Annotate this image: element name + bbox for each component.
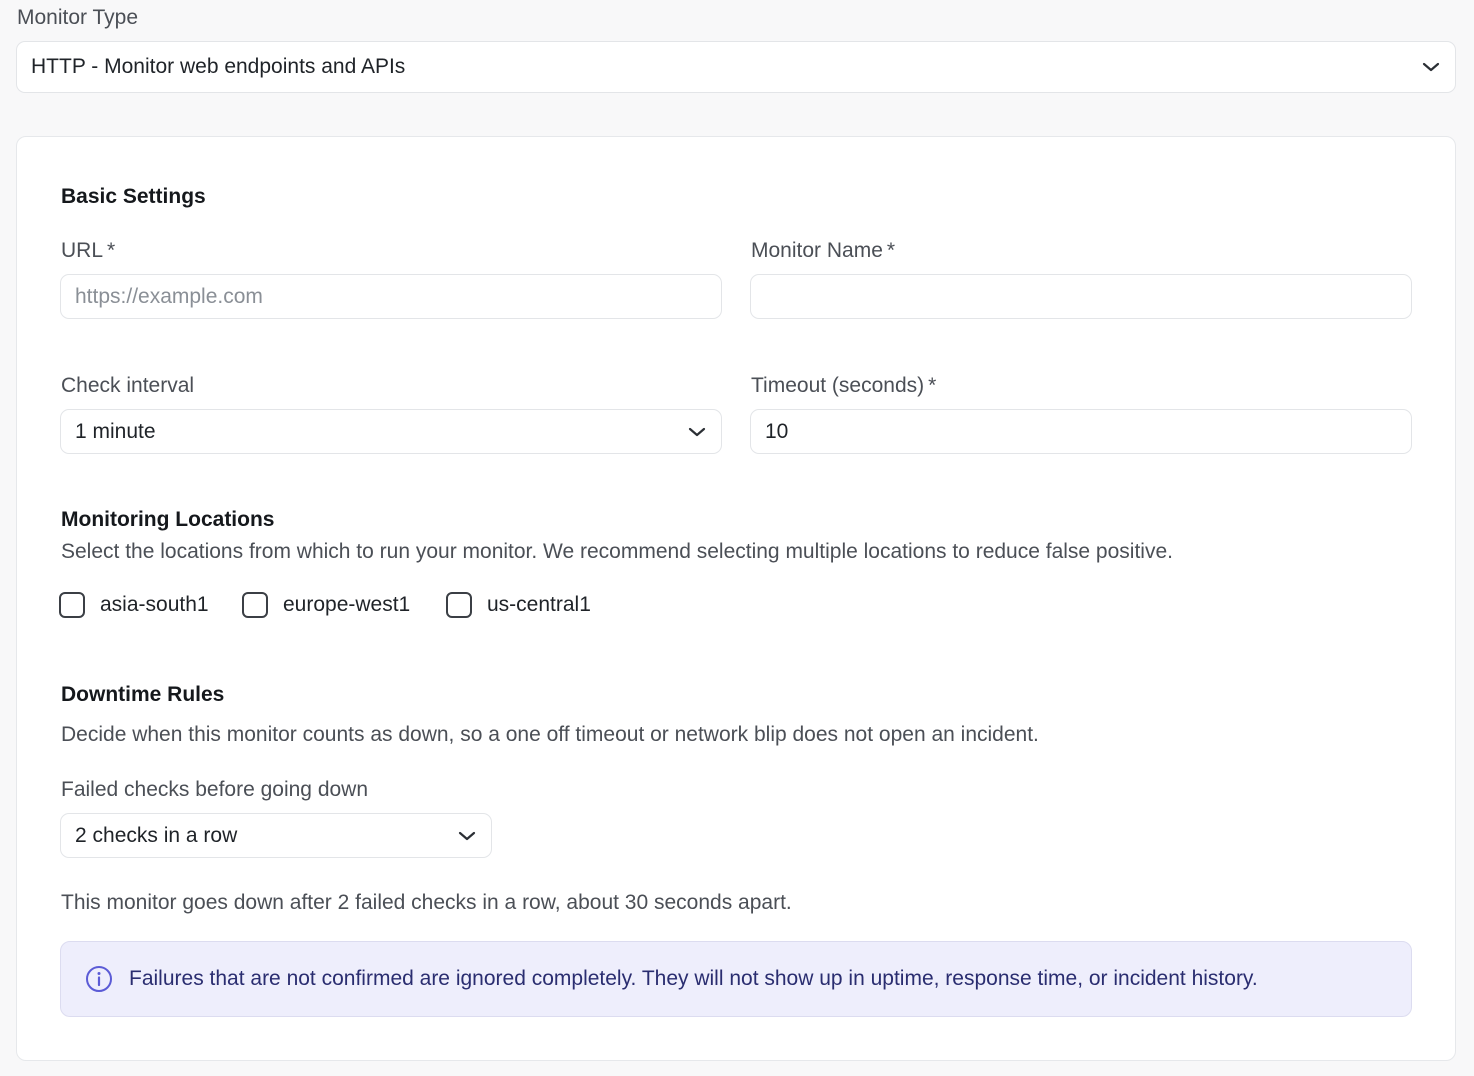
basic-settings-title: Basic Settings: [61, 185, 206, 208]
checkbox[interactable]: [446, 592, 472, 618]
location-checkbox-asia-south1[interactable]: [59, 592, 209, 618]
monitor-name-label: Monitor Name *: [751, 239, 896, 262]
location-checkbox-europe-west1[interactable]: [242, 592, 410, 618]
monitor-type-select[interactable]: [16, 41, 1456, 93]
url-input[interactable]: [75, 285, 707, 309]
monitor-name-field[interactable]: [750, 274, 1412, 319]
monitor-type-value: HTTP - Monitor web endpoints and APIs: [31, 55, 406, 78]
monitor-name-input[interactable]: [765, 285, 1397, 309]
downtime-rules-description: Decide when this monitor counts as down, so a one off timeout or network blip does not open an incident.: [61, 723, 1039, 746]
location-label: us-central1: [487, 593, 591, 616]
monitor-type-label: Monitor Type: [17, 6, 139, 29]
timeout-field[interactable]: [750, 409, 1412, 454]
check-interval-label: Check interval: [61, 374, 195, 397]
failed-checks-value: 2 checks in a row: [75, 823, 238, 847]
monitoring-locations-description: Select the locations from which to run your monitor. We recommend selecting multiple locations to reduce false positive.: [61, 540, 1173, 563]
url-field[interactable]: [60, 274, 722, 319]
chevron-down-icon: [457, 826, 477, 846]
failed-checks-label: Failed checks before going down: [61, 778, 369, 801]
monitoring-locations-title: Monitoring Locations: [61, 508, 275, 531]
checkbox[interactable]: [242, 592, 268, 618]
chevron-down-icon: [1421, 57, 1441, 77]
location-label: asia-south1: [100, 593, 209, 616]
location-label: europe-west1: [283, 593, 411, 616]
timeout-value[interactable]: 10: [765, 419, 789, 443]
chevron-down-icon: [687, 422, 707, 442]
timeout-label: Timeout (seconds) *: [751, 374, 937, 397]
location-checkbox-us-central1[interactable]: [446, 592, 591, 618]
downtime-rules-title: Downtime Rules: [61, 683, 225, 706]
check-interval-value: 1 minute: [75, 419, 156, 443]
check-interval-select[interactable]: [60, 409, 722, 454]
info-icon: [85, 965, 113, 993]
checkbox[interactable]: [59, 592, 85, 618]
downtime-summary: This monitor goes down after 2 failed checks in a row, about 30 seconds apart.: [61, 891, 792, 914]
failed-checks-select[interactable]: [60, 813, 492, 858]
url-label: URL *: [61, 239, 116, 262]
info-text: Failures that are not confirmed are ignored completely. They will not show up in uptime, response time, or incident history.: [129, 967, 1258, 990]
info-callout: [60, 941, 1412, 1017]
